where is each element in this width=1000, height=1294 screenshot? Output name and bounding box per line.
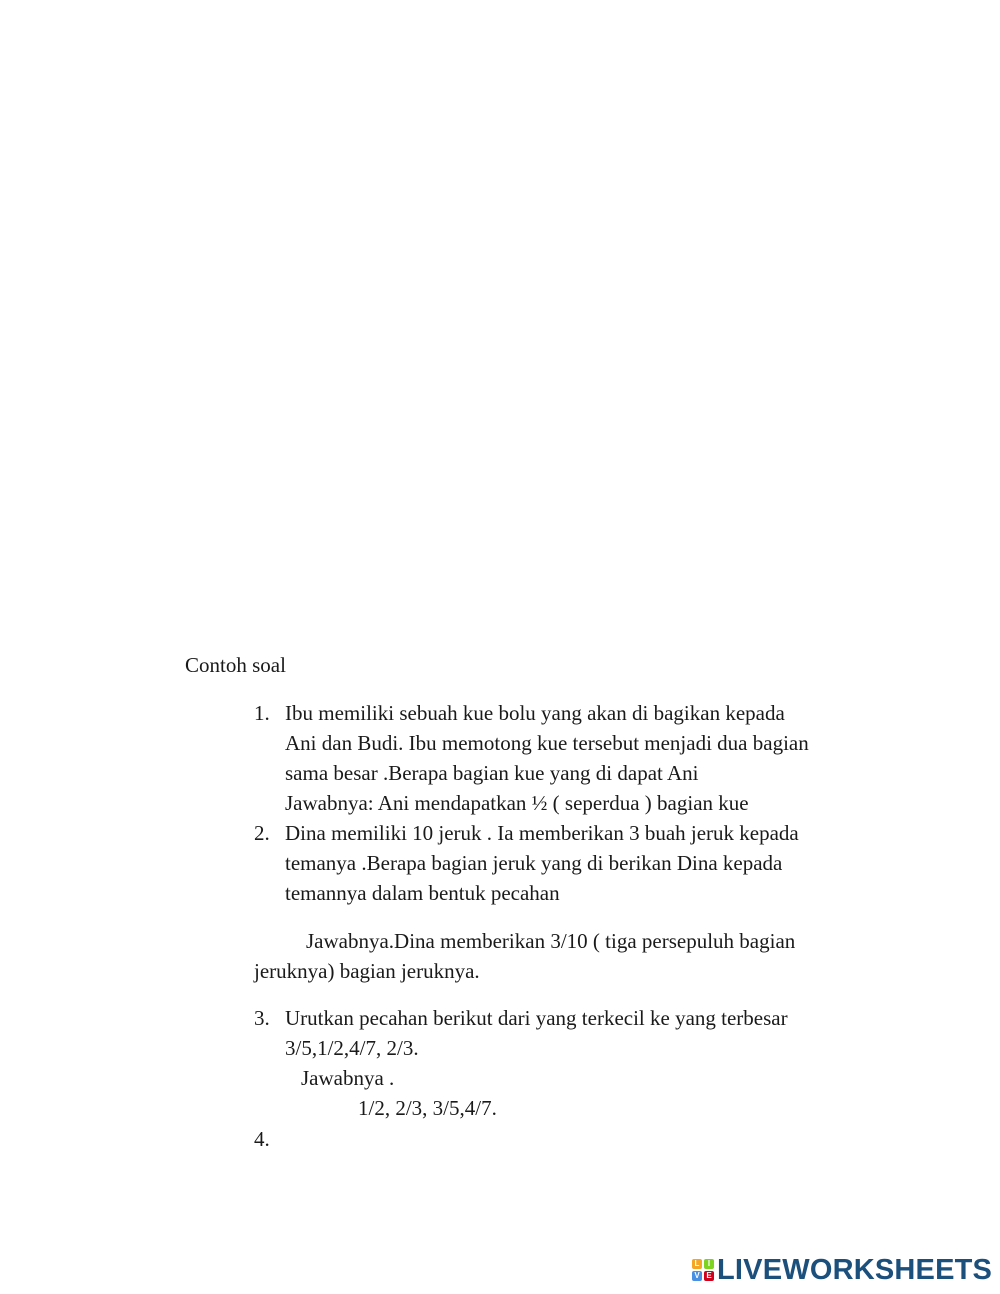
item-1-line-2: Ani dan Budi. Ibu memotong kue tersebut menjadi dua bagian bbox=[285, 731, 809, 755]
logo-mark-e: E bbox=[704, 1271, 714, 1281]
item-1-answer: Jawabnya: Ani mendapatkan ½ ( seperdua ) bagian kue bbox=[285, 791, 749, 815]
item-2-line-2: temanya .Berapa bagian jeruk yang di berikan Dina kepada bbox=[285, 851, 783, 875]
item-number: 1. bbox=[254, 701, 270, 725]
item-3-answer-label: Jawabnya . bbox=[301, 1066, 395, 1090]
page-heading: Contoh soal bbox=[185, 653, 286, 677]
item-1-line-1: Ibu memiliki sebuah kue bolu yang akan di bagikan kepada bbox=[285, 701, 785, 725]
logo-mark-l: L bbox=[692, 1259, 702, 1269]
item-number: 2. bbox=[254, 821, 270, 845]
item-number: 3. bbox=[254, 1006, 270, 1030]
item-3-line-2: 3/5,1/2,4/7, 2/3. bbox=[285, 1036, 419, 1060]
logo-wordmark: LIVEWORKSHEETS bbox=[717, 1254, 993, 1286]
logo-mark-icon bbox=[692, 1259, 714, 1281]
item-number: 4. bbox=[254, 1127, 270, 1151]
item-2-answer-line-2: jeruknya) bagian jeruknya. bbox=[254, 959, 480, 983]
logo-mark-i: I bbox=[704, 1259, 714, 1269]
item-2-line-1: Dina memiliki 10 jeruk . Ia memberikan 3 buah jeruk kepada bbox=[285, 821, 799, 845]
item-1-line-3: sama besar .Berapa bagian kue yang di dapat Ani bbox=[285, 761, 699, 785]
logo-mark-v: V bbox=[692, 1271, 702, 1281]
item-2-line-3: temannya dalam bentuk pecahan bbox=[285, 881, 560, 905]
item-3-answer-value: 1/2, 2/3, 3/5,4/7. bbox=[358, 1096, 497, 1120]
item-2-answer-line-1: Jawabnya.Dina memberikan 3/10 ( tiga persepuluh bagian bbox=[306, 929, 796, 953]
liveworksheets-logo[interactable] bbox=[692, 1256, 992, 1284]
item-3-line-1: Urutkan pecahan berikut dari yang terkecil ke yang terbesar bbox=[285, 1006, 788, 1030]
